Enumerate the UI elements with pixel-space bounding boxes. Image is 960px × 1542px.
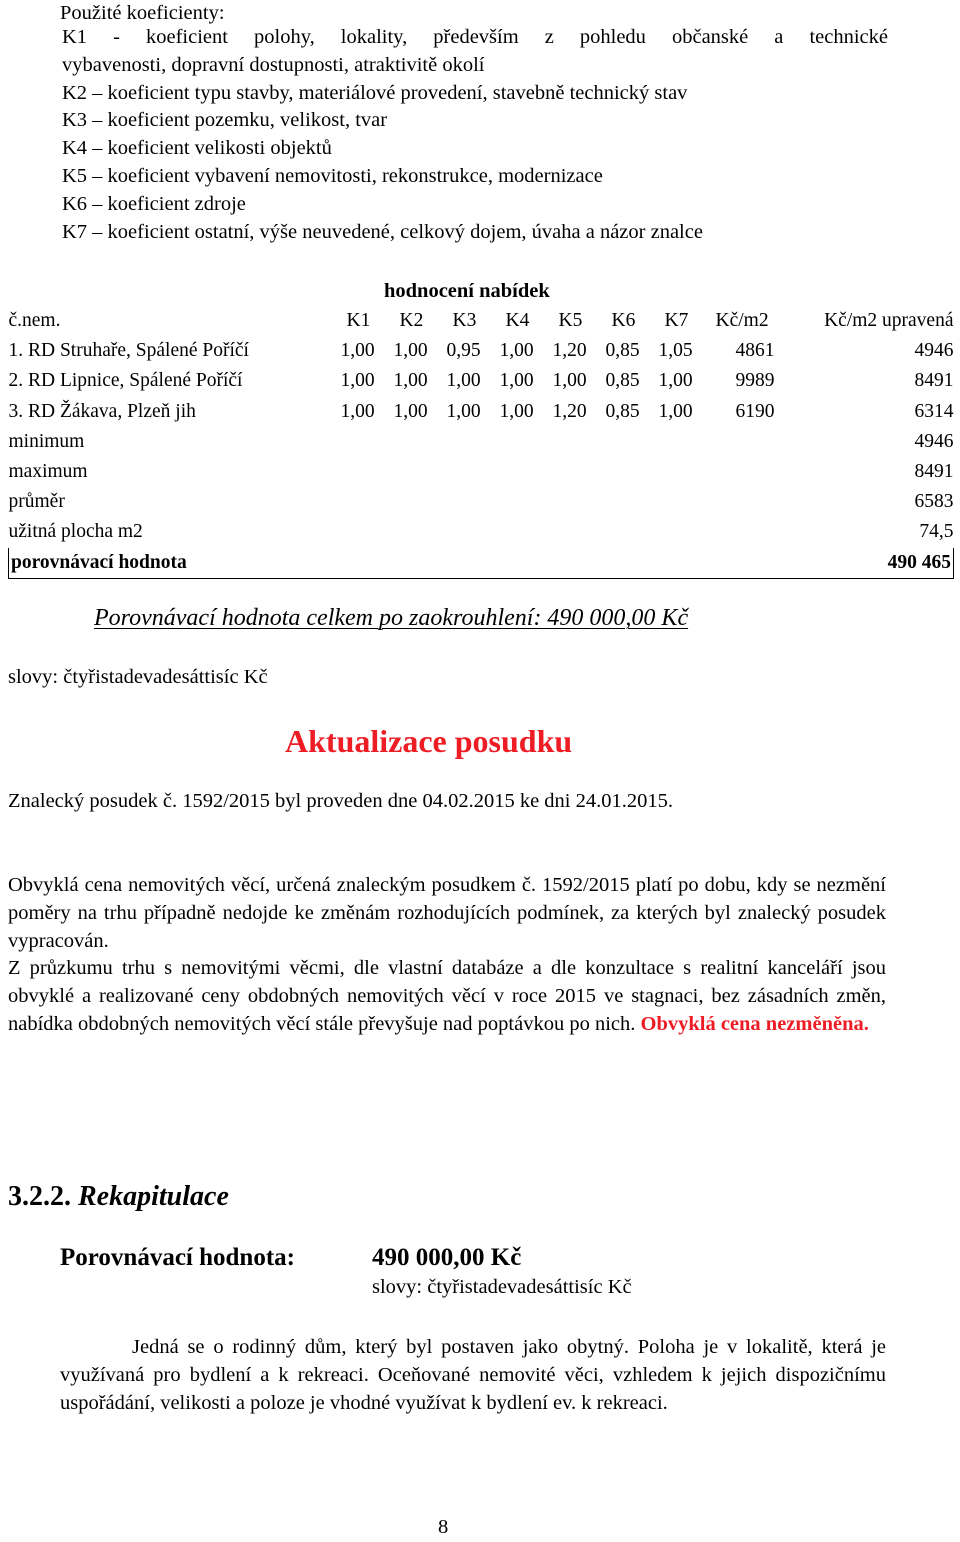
coefficients-title: Použité koeficienty: xyxy=(60,2,225,24)
table-cell: 1. RD Struhaře, Spálené Poříčí xyxy=(8,340,249,362)
coefficients-list xyxy=(62,24,888,246)
table-cell: 0,85 xyxy=(605,340,640,362)
section-title: Rekapitulace xyxy=(78,1181,229,1212)
table-cell: 1,00 xyxy=(446,370,481,392)
table-cell: 1,00 xyxy=(552,370,587,392)
table-cell: 1,00 xyxy=(340,370,375,392)
coefficient-item: K7 – koeficient ostatní, výše neuvedené, celkový dojem, úvaha a názor znalce xyxy=(62,220,703,243)
final-value-label: porovnávací hodnota xyxy=(9,548,811,579)
table-cell: 4946 xyxy=(914,340,954,362)
table-row xyxy=(9,397,954,427)
column-header: K4 xyxy=(505,310,530,332)
coefficient-item: K6 – koeficient zdroje xyxy=(62,192,246,215)
table-header-row xyxy=(9,306,954,336)
summary-value: 74,5 xyxy=(919,521,954,543)
table-row xyxy=(9,336,954,366)
column-header: Kč/m2 xyxy=(715,310,769,332)
table-cell: 1,20 xyxy=(552,340,587,362)
summary-label: maximum xyxy=(8,461,88,483)
table-cell: 1,00 xyxy=(393,340,428,362)
table-cell: 1,00 xyxy=(446,400,481,422)
table-cell: 1,00 xyxy=(340,400,375,422)
coefficient-item: K4 – koeficient velikosti objektů xyxy=(62,137,332,160)
update-title: Aktualizace posudku xyxy=(285,723,573,759)
update-text xyxy=(8,872,886,1039)
coefficient-item: K2 – koeficient typu stavby, materiálové provedení, stavebně technický stav xyxy=(62,81,688,104)
table-cell: 2. RD Lipnice, Spálené Poříčí xyxy=(8,370,243,392)
paragraph: Jedná se o rodinný dům, který byl postaven jako obytný. Poloha je v lokalitě, která je využívaná pro bydlení a k rekreaci. Oceňované nemovité věci, vzhledem k jejich dispozičnímu uspořádání, velikosti a poloze je vhodné využívat k bydlení ev. k rekreaci. xyxy=(60,1336,886,1414)
coefficient-item: K5 – koeficient vybavení nemovitosti, rekonstrukce, modernizace xyxy=(62,164,603,187)
table-row xyxy=(9,366,954,396)
table-cell: 1,00 xyxy=(658,400,693,422)
column-header: K3 xyxy=(452,310,477,332)
summary-row xyxy=(9,517,954,547)
offers-table xyxy=(8,306,954,579)
table-cell: 8491 xyxy=(914,370,954,392)
summary-row xyxy=(9,457,954,487)
total-value-line: Porovnávací hodnota celkem po zaokrouhlení: 490 000,00 Kč xyxy=(94,605,689,631)
table-cell: 1,05 xyxy=(658,340,693,362)
recap-words: slovy: čtyřistadevadesáttisíc Kč xyxy=(372,1276,632,1298)
final-value-row xyxy=(9,548,954,579)
table-cell: 1,00 xyxy=(340,340,375,362)
table-cell: 0,95 xyxy=(446,340,481,362)
table-cell: 1,00 xyxy=(499,370,534,392)
table-cell: 0,85 xyxy=(605,370,640,392)
coefficient-item: vybavenosti, dopravní dostupnosti, atraktivitě okolí xyxy=(62,53,485,76)
table-cell: 1,00 xyxy=(393,400,428,422)
offers-table-caption: hodnocení nabídek xyxy=(384,280,550,302)
table-cell: 9989 xyxy=(735,370,775,392)
summary-label: průměr xyxy=(8,491,65,513)
summary-row xyxy=(9,427,954,457)
column-header: K2 xyxy=(399,310,424,332)
section-number: 3.2.2. xyxy=(8,1181,71,1212)
column-header: č.nem. xyxy=(8,310,61,332)
summary-value: 4946 xyxy=(914,430,954,452)
table-cell: 1,00 xyxy=(393,370,428,392)
table-cell: 4861 xyxy=(735,340,775,362)
column-header: Kč/m2 upravená xyxy=(824,310,954,332)
column-header: K1 xyxy=(346,310,371,332)
recap-value: 490 000,00 Kč xyxy=(372,1244,522,1271)
summary-label: minimum xyxy=(8,430,85,452)
summary-row xyxy=(9,487,954,517)
paragraph: Obvyklá cena nemovitých věcí, určená znaleckým posudkem č. 1592/2015 platí po dobu, kdy se nezmění poměry na trhu případně nedojde ke změnám rozhodujících podmínek, za kterých byl znalecký posudek vypracován. xyxy=(8,874,886,952)
page-number: 8 xyxy=(438,1516,449,1538)
recap-label: Porovnávací hodnota: xyxy=(60,1244,295,1271)
table-cell: 3. RD Žákava, Plzeň jih xyxy=(8,400,196,422)
column-header: K6 xyxy=(611,310,636,332)
column-header: K5 xyxy=(558,310,583,332)
price-unchanged-note: Obvyklá cena nezměněna. xyxy=(640,1012,869,1035)
summary-value: 8491 xyxy=(914,461,954,483)
table-cell: 1,00 xyxy=(499,340,534,362)
table-cell: 0,85 xyxy=(605,400,640,422)
coefficient-item: K1 - koeficient polohy, lokality, především z pohledu občanské a technické xyxy=(62,26,888,48)
report-info: Znalecký posudek č. 1592/2015 byl proveden dne 04.02.2015 ke dni 24.01.2015. xyxy=(8,790,673,812)
table-cell: 1,00 xyxy=(658,370,693,392)
coefficient-item: K3 – koeficient pozemku, velikost, tvar xyxy=(62,109,388,132)
summary-value: 6583 xyxy=(914,491,954,513)
paragraph xyxy=(8,955,886,1038)
table-cell: 6314 xyxy=(914,400,954,422)
final-value: 490 465 xyxy=(811,548,954,579)
section-heading xyxy=(8,1178,229,1216)
recap-description xyxy=(60,1334,886,1417)
summary-label: užitná plocha m2 xyxy=(8,521,143,543)
column-header: K7 xyxy=(664,310,689,332)
table-cell: 6190 xyxy=(735,400,775,422)
paragraph-text: Z průzkumu trhu s nemovitými věcmi, dle vlastní databáze a dle konzultace s realitní kanceláří jsou obvyklé a realizované ceny obdobných nemovitých věcí v roce 2015 ve stagnaci, bez zásadních změn, nabídka obdobných nemovitých věcí stále převyšuje nad poptávkou po nich. xyxy=(8,957,886,1035)
table-cell: 1,20 xyxy=(552,400,587,422)
table-cell: 1,00 xyxy=(499,400,534,422)
total-value-words: slovy: čtyřistadevadesáttisíc Kč xyxy=(8,666,268,688)
